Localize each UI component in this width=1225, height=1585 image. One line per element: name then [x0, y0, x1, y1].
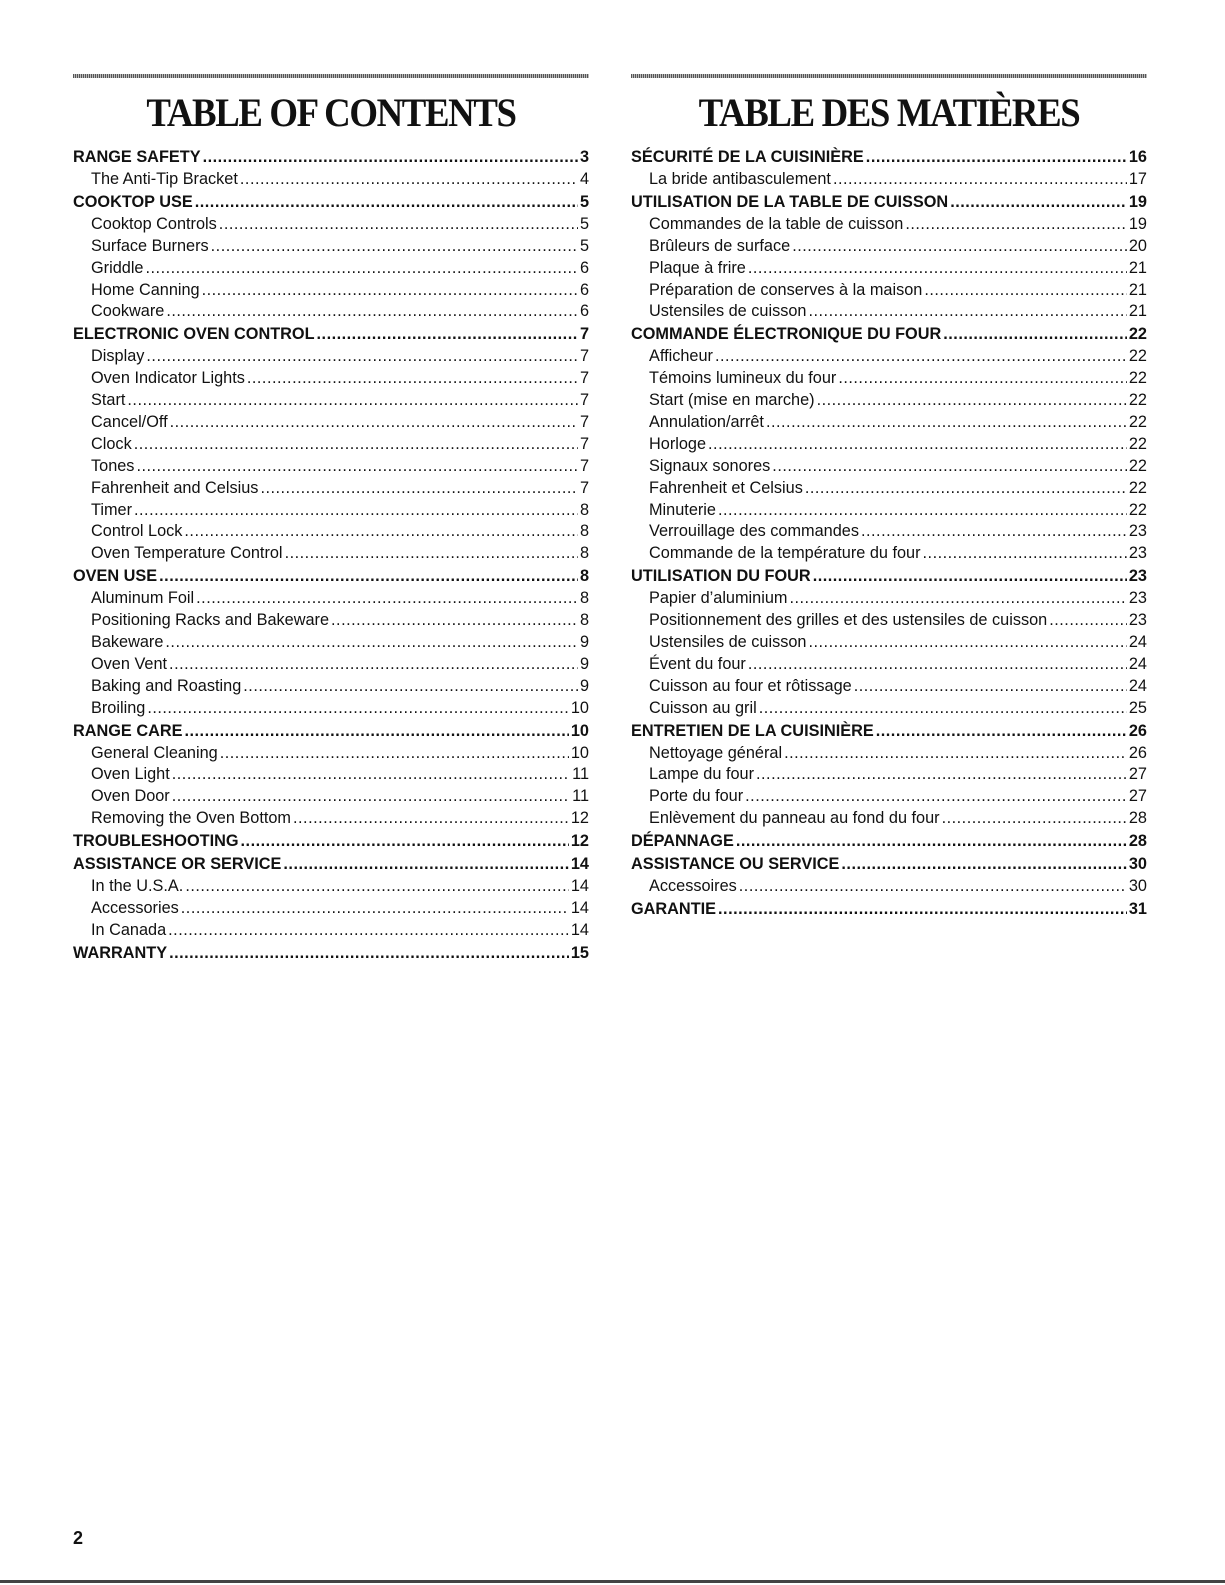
- toc-subsection-entry[interactable]: [73, 654, 589, 676]
- toc-entry-label: Oven Door: [91, 787, 170, 806]
- toc-subsection-entry[interactable]: [631, 412, 1147, 434]
- toc-subsection-entry[interactable]: [631, 301, 1147, 323]
- toc-subsection-entry[interactable]: [73, 169, 589, 191]
- toc-entry-page: 30: [1128, 877, 1147, 896]
- toc-entry-label: Cuisson au four et rôtissage: [649, 676, 852, 695]
- dot-leader: [772, 456, 1127, 478]
- toc-entry-label: Minuterie: [649, 500, 716, 519]
- toc-entry-label: TROUBLESHOOTING: [73, 832, 239, 851]
- toc-entry-page: 24: [1128, 654, 1147, 673]
- toc-section-entry[interactable]: [73, 191, 589, 214]
- toc-entry-page: 11: [572, 765, 589, 784]
- toc-subsection-entry[interactable]: [631, 434, 1147, 456]
- toc-entry-label: Annulation/arrêt: [649, 413, 764, 432]
- toc-entry-label: Display: [91, 347, 145, 366]
- toc-entry-label: Fahrenheit and Celsius: [91, 478, 259, 497]
- toc-entry-page: 14: [570, 920, 589, 939]
- toc-entry-label: ELECTRONIC OVEN CONTROL: [73, 325, 315, 344]
- toc-entry-page: 22: [1128, 500, 1147, 519]
- toc-entry-page: 22: [1128, 434, 1147, 453]
- toc-entry-label: Home Canning: [91, 280, 200, 299]
- toc-section-entry[interactable]: [73, 830, 589, 853]
- dot-leader: [1049, 610, 1127, 632]
- toc-entry-label: In the U.S.A.: [91, 877, 184, 896]
- toc-entry-label: COMMANDE ÉLECTRONIQUE DU FOUR: [631, 325, 942, 344]
- toc-entry-page: 10: [570, 698, 589, 717]
- toc-subsection-entry[interactable]: [73, 920, 589, 942]
- toc-entry-label: Control Lock: [91, 522, 183, 541]
- toc-entry-page: 7: [579, 391, 589, 410]
- toc-entry-page: 16: [1128, 148, 1147, 166]
- toc-subsection-entry[interactable]: [73, 258, 589, 280]
- dot-leader: [808, 632, 1126, 654]
- toc-entry-page: 24: [1128, 633, 1147, 652]
- toc-section-entry[interactable]: [631, 191, 1147, 214]
- dot-leader: [241, 830, 569, 853]
- toc-entry-page: 7: [579, 478, 589, 497]
- dot-leader: [950, 191, 1127, 214]
- toc-entry-label: Oven Vent: [91, 654, 168, 673]
- toc-entry-page: 7: [579, 413, 589, 432]
- toc-subsection-entry[interactable]: [73, 521, 589, 543]
- toc-entry-label: GARANTIE: [631, 900, 717, 919]
- dot-leader: [169, 942, 569, 965]
- toc-subsection-entry[interactable]: [73, 543, 589, 565]
- dot-leader: [923, 543, 1127, 565]
- toc-entry-label: Évent du four: [649, 654, 746, 673]
- dot-leader: [876, 720, 1127, 743]
- toc-entry-page: 15: [570, 943, 589, 962]
- toc-subsection-entry[interactable]: [73, 876, 589, 898]
- dot-leader: [813, 565, 1127, 588]
- toc-entry-page: 7: [579, 347, 589, 366]
- toc-subsection-entry[interactable]: [73, 478, 589, 500]
- toc-entry-page: 22: [1128, 347, 1147, 366]
- dot-leader: [159, 565, 578, 588]
- toc-subsection-entry[interactable]: [631, 543, 1147, 565]
- toc-subsection-entry[interactable]: [631, 236, 1147, 258]
- toc-subsection-entry[interactable]: [73, 236, 589, 258]
- toc-subsection-entry[interactable]: [73, 610, 589, 632]
- toc-entry-label: Positioning Racks and Bakeware: [91, 611, 330, 630]
- toc-entry-page: 23: [1128, 567, 1147, 586]
- toc-section-entry[interactable]: [631, 565, 1147, 588]
- toc-entry-page: 26: [1128, 721, 1147, 740]
- dot-leader: [203, 146, 578, 169]
- toc-entry-label: The Anti-Tip Bracket: [91, 170, 238, 188]
- toc-entry-label: Papier d’aluminium: [649, 589, 788, 608]
- toc-entry-label: Verrouillage des commandes: [649, 522, 859, 541]
- dot-leader: [736, 830, 1127, 853]
- dot-leader: [745, 786, 1127, 808]
- toc-entry-label: Commandes de la table de cuisson: [649, 214, 904, 233]
- dot-leader: [808, 301, 1126, 323]
- toc-section-entry[interactable]: [631, 853, 1147, 876]
- toc-section-entry[interactable]: [631, 898, 1147, 921]
- dot-leader: [817, 390, 1127, 412]
- dot-leader: [211, 236, 578, 258]
- dot-leader: [166, 301, 578, 323]
- toc-subsection-entry[interactable]: [631, 610, 1147, 632]
- toc-entry-page: 5: [579, 214, 589, 233]
- dot-leader: [247, 368, 578, 390]
- toc-entry-label: Porte du four: [649, 787, 744, 806]
- dot-leader: [905, 214, 1127, 236]
- toc-subsection-entry[interactable]: [631, 500, 1147, 522]
- toc-entry-label: Enlèvement du panneau au fond du four: [649, 809, 940, 828]
- toc-section-entry[interactable]: [631, 323, 1147, 346]
- toc-entry-label: DÉPANNAGE: [631, 832, 734, 851]
- toc-entry-page: 7: [579, 369, 589, 388]
- toc-entry-label: Clock: [91, 434, 132, 453]
- toc-subsection-entry[interactable]: [73, 698, 589, 720]
- dot-leader: [243, 676, 578, 698]
- toc-entry-label: Signaux sonores: [649, 456, 771, 475]
- dot-leader: [805, 478, 1127, 500]
- toc-entry-page: 14: [570, 899, 589, 918]
- toc-entry-label: Commande de la température du four: [649, 544, 921, 563]
- toc-section-entry[interactable]: [73, 323, 589, 346]
- toc-entry-label: Aluminum Foil: [91, 589, 195, 608]
- dot-leader: [146, 346, 578, 368]
- toc-entry-label: Broiling: [91, 698, 146, 717]
- toc-section-entry[interactable]: [73, 720, 589, 743]
- toc-subsection-entry[interactable]: [631, 169, 1147, 191]
- toc-entry-page: 8: [579, 567, 589, 586]
- toc-subsection-entry[interactable]: [73, 898, 589, 920]
- toc-subsection-entry[interactable]: [631, 478, 1147, 500]
- toc-subsection-entry[interactable]: [631, 521, 1147, 543]
- toc-entry-label: Griddle: [91, 258, 144, 277]
- toc-entry-page: 7: [579, 325, 589, 344]
- dot-leader: [202, 280, 578, 302]
- dot-leader: [317, 323, 578, 346]
- french-toc-title: TABLE DES MATIÈRES: [698, 90, 1080, 135]
- toc-subsection-entry[interactable]: [631, 808, 1147, 830]
- toc-subsection-entry[interactable]: [73, 456, 589, 478]
- dot-leader: [146, 258, 578, 280]
- toc-entry-page: 6: [579, 258, 589, 277]
- dot-leader: [293, 808, 569, 830]
- toc-subsection-entry[interactable]: [631, 390, 1147, 412]
- toc-entry-label: OVEN USE: [73, 567, 158, 586]
- dot-leader: [838, 368, 1127, 390]
- toc-subsection-entry[interactable]: [73, 301, 589, 323]
- toc-subsection-entry[interactable]: [73, 632, 589, 654]
- dot-leader: [184, 720, 568, 743]
- toc-entry-label: Positionnement des grilles et des ustensiles de cuisson: [649, 611, 1048, 630]
- toc-subsection-entry[interactable]: [73, 214, 589, 236]
- toc-entry-page: 25: [1128, 698, 1147, 717]
- dot-leader: [168, 920, 569, 942]
- toc-entry-page: 17: [1128, 170, 1147, 188]
- toc-entry-page: 27: [1128, 765, 1147, 784]
- toc-entry-label: ENTRETIEN DE LA CUISINIÈRE: [631, 721, 874, 740]
- toc-section-entry[interactable]: [631, 146, 1147, 169]
- toc-entry-page: 22: [1128, 391, 1147, 410]
- toc-entry-page: 30: [1128, 855, 1147, 874]
- toc-section-entry[interactable]: [631, 720, 1147, 743]
- toc-subsection-entry[interactable]: [631, 654, 1147, 676]
- toc-entry-label: Tones: [91, 456, 135, 475]
- dot-leader: [220, 743, 569, 765]
- toc-entry-label: Timer: [91, 500, 132, 519]
- toc-subsection-entry[interactable]: [73, 588, 589, 610]
- toc-entry-page: 23: [1128, 544, 1147, 563]
- dot-leader: [165, 632, 578, 654]
- dot-leader: [147, 698, 569, 720]
- dot-leader: [861, 521, 1127, 543]
- toc-section-entry[interactable]: [73, 146, 589, 169]
- toc-entry-page: 10: [570, 721, 589, 740]
- toc-entry-label: Fahrenheit et Celsius: [649, 478, 803, 497]
- toc-entry-page: 23: [1128, 522, 1147, 541]
- toc-subsection-entry[interactable]: [631, 346, 1147, 368]
- toc-entry-label: ASSISTANCE OU SERVICE: [631, 855, 840, 874]
- toc-entry-label: General Cleaning: [91, 743, 218, 762]
- toc-subsection-entry[interactable]: [73, 786, 589, 808]
- toc-entry-page: 7: [579, 434, 589, 453]
- toc-entry-page: 8: [579, 544, 589, 563]
- dot-leader: [792, 236, 1127, 258]
- toc-entry-label: Témoins lumineux du four: [649, 369, 837, 388]
- toc-entry-label: SÉCURITÉ DE LA CUISINIÈRE: [631, 148, 864, 166]
- toc-entry-page: 14: [570, 877, 589, 896]
- dot-leader: [184, 521, 578, 543]
- dot-leader: [134, 500, 578, 522]
- french-toc-list: [631, 146, 1147, 921]
- page-number: 2: [73, 1528, 84, 1548]
- toc-entry-page: 4: [579, 170, 589, 188]
- toc-subsection-entry[interactable]: [631, 588, 1147, 610]
- bottom-border: [0, 1580, 1225, 1583]
- toc-entry-page: 21: [1128, 302, 1147, 321]
- dot-leader: [134, 434, 578, 456]
- toc-entry-label: Oven Temperature Control: [91, 544, 283, 563]
- toc-entry-label: Accessoires: [649, 877, 737, 896]
- dot-leader: [766, 412, 1127, 434]
- toc-section-entry[interactable]: [73, 942, 589, 965]
- toc-entry-label: Removing the Oven Bottom: [91, 809, 291, 828]
- dot-leader: [185, 876, 569, 898]
- toc-entry-page: 9: [579, 654, 589, 673]
- toc-subsection-entry[interactable]: [631, 676, 1147, 698]
- toc-entry-label: Bakeware: [91, 633, 164, 652]
- toc-subsection-entry[interactable]: [73, 434, 589, 456]
- toc-subsection-entry[interactable]: [73, 280, 589, 302]
- toc-entry-page: 8: [579, 522, 589, 541]
- toc-subsection-entry[interactable]: [631, 280, 1147, 302]
- toc-entry-label: Préparation de conserves à la maison: [649, 280, 923, 299]
- toc-subsection-entry[interactable]: [631, 214, 1147, 236]
- dot-leader: [127, 390, 578, 412]
- toc-entry-page: 26: [1128, 743, 1147, 762]
- toc-subsection-entry[interactable]: [631, 786, 1147, 808]
- toc-entry-label: UTILISATION DU FOUR: [631, 567, 811, 586]
- english-toc-list: [73, 146, 589, 965]
- dot-leader: [181, 898, 569, 920]
- toc-entry-page: 27: [1128, 787, 1147, 806]
- toc-subsection-entry[interactable]: [73, 743, 589, 765]
- toc-entry-page: 28: [1128, 832, 1147, 851]
- dot-leader: [942, 808, 1127, 830]
- toc-entry-page: 12: [570, 832, 589, 851]
- dot-leader: [833, 169, 1127, 191]
- dot-leader: [718, 898, 1127, 921]
- dot-leader: [759, 698, 1127, 720]
- toc-entry-label: COOKTOP USE: [73, 192, 193, 211]
- toc-entry-page: 22: [1128, 325, 1147, 344]
- toc-subsection-entry[interactable]: [73, 764, 589, 786]
- toc-entry-page: 19: [1128, 192, 1147, 211]
- toc-entry-page: 3: [579, 148, 589, 166]
- toc-entry-label: Afficheur: [649, 347, 713, 366]
- dot-leader: [169, 654, 578, 676]
- toc-entry-label: In Canada: [91, 920, 167, 939]
- toc-entry-label: Cuisson au gril: [649, 698, 757, 717]
- toc-entry-label: RANGE CARE: [73, 721, 183, 740]
- toc-entry-page: 5: [579, 192, 589, 211]
- toc-entry-label: Cookware: [91, 302, 165, 321]
- toc-entry-page: 24: [1128, 676, 1147, 695]
- toc-entry-label: Nettoyage général: [649, 743, 783, 762]
- toc-entry-page: 12: [570, 809, 589, 828]
- toc-entry-page: 7: [579, 456, 589, 475]
- toc-entry-page: 10: [570, 743, 589, 762]
- toc-entry-page: 9: [579, 676, 589, 695]
- toc-entry-page: 6: [579, 280, 589, 299]
- dot-leader: [240, 169, 578, 191]
- toc-entry-label: La bride antibasculement: [649, 170, 831, 188]
- toc-entry-page: 8: [579, 611, 589, 630]
- dot-leader: [170, 412, 578, 434]
- dot-leader: [854, 676, 1127, 698]
- toc-entry-page: 5: [579, 236, 589, 255]
- toc-entry-label: Surface Burners: [91, 236, 209, 255]
- dot-leader: [866, 146, 1127, 169]
- toc-entry-page: 8: [579, 589, 589, 608]
- dot-leader: [172, 764, 570, 786]
- toc-entry-page: 31: [1128, 900, 1147, 919]
- dot-leader: [219, 214, 578, 236]
- toc-entry-page: 22: [1128, 456, 1147, 475]
- toc-entry-label: ASSISTANCE OR SERVICE: [73, 855, 282, 874]
- toc-subsection-entry[interactable]: [631, 456, 1147, 478]
- toc-entry-page: 21: [1128, 280, 1147, 299]
- toc-entry-label: Start: [91, 391, 126, 410]
- toc-entry-label: Plaque à frire: [649, 258, 746, 277]
- toc-entry-label: Oven Indicator Lights: [91, 369, 245, 388]
- toc-subsection-entry[interactable]: [73, 368, 589, 390]
- toc-subsection-entry[interactable]: [73, 412, 589, 434]
- toc-entry-page: 19: [1128, 214, 1147, 233]
- toc-entry-page: 22: [1128, 478, 1147, 497]
- toc-entry-page: 22: [1128, 413, 1147, 432]
- dot-leader: [283, 853, 568, 876]
- toc-subsection-entry[interactable]: [631, 876, 1147, 898]
- toc-entry-label: WARRANTY: [73, 943, 168, 962]
- toc-entry-label: Ustensiles de cuisson: [649, 633, 807, 652]
- toc-entry-page: 11: [572, 787, 589, 806]
- dot-leader: [784, 743, 1127, 765]
- toc-entry-page: 21: [1128, 258, 1147, 277]
- dot-leader: [285, 543, 578, 565]
- dot-leader: [924, 280, 1127, 302]
- toc-entry-label: Oven Light: [91, 765, 170, 784]
- english-toc-title: TABLE OF CONTENTS: [146, 90, 516, 135]
- toc-subsection-entry[interactable]: [73, 346, 589, 368]
- dot-leader: [195, 191, 578, 214]
- dot-leader: [260, 478, 578, 500]
- toc-subsection-entry[interactable]: [631, 632, 1147, 654]
- dot-leader: [789, 588, 1126, 610]
- toc-entry-page: 8: [579, 500, 589, 519]
- toc-section-entry[interactable]: [73, 853, 589, 876]
- dot-leader: [331, 610, 578, 632]
- dot-leader: [172, 786, 570, 808]
- dot-leader: [196, 588, 578, 610]
- toc-entry-label: Lampe du four: [649, 765, 754, 784]
- toc-subsection-entry[interactable]: [631, 743, 1147, 765]
- dot-leader: [756, 764, 1127, 786]
- toc-entry-label: Start (mise en marche): [649, 391, 815, 410]
- dot-leader: [715, 346, 1127, 368]
- dot-leader: [841, 853, 1126, 876]
- toc-entry-label: Brûleurs de surface: [649, 236, 791, 255]
- toc-entry-label: RANGE SAFETY: [73, 148, 201, 166]
- dot-leader: [739, 876, 1127, 898]
- toc-entry-page: 23: [1128, 589, 1147, 608]
- toc-subsection-entry[interactable]: [631, 698, 1147, 720]
- toc-entry-label: Cancel/Off: [91, 413, 168, 432]
- toc-entry-label: Baking and Roasting: [91, 676, 242, 695]
- toc-subsection-entry[interactable]: [631, 368, 1147, 390]
- toc-section-entry[interactable]: [73, 565, 589, 588]
- toc-subsection-entry[interactable]: [73, 808, 589, 830]
- toc-entry-page: 22: [1128, 369, 1147, 388]
- dot-leader: [748, 654, 1127, 676]
- french-toc-column: [631, 74, 1147, 921]
- toc-entry-label: UTILISATION DE LA TABLE DE CUISSON: [631, 192, 949, 211]
- toc-section-entry[interactable]: [631, 830, 1147, 853]
- top-rule: [73, 74, 589, 78]
- dot-leader: [943, 323, 1127, 346]
- toc-entry-page: 23: [1128, 611, 1147, 630]
- toc-entry-page: 6: [579, 302, 589, 321]
- toc-entry-label: Accessories: [91, 899, 179, 918]
- dot-leader: [748, 258, 1127, 280]
- dot-leader: [136, 456, 577, 478]
- toc-entry-page: 9: [579, 633, 589, 652]
- toc-entry-label: Ustensiles de cuisson: [649, 302, 807, 321]
- toc-subsection-entry[interactable]: [73, 500, 589, 522]
- toc-subsection-entry[interactable]: [631, 258, 1147, 280]
- toc-entry-page: 20: [1128, 236, 1147, 255]
- toc-subsection-entry[interactable]: [73, 390, 589, 412]
- top-rule: [631, 74, 1147, 78]
- toc-entry-page: 28: [1128, 809, 1147, 828]
- toc-subsection-entry[interactable]: [631, 764, 1147, 786]
- toc-entry-label: Horloge: [649, 434, 707, 453]
- toc-subsection-entry[interactable]: [73, 676, 589, 698]
- dot-leader: [708, 434, 1127, 456]
- toc-entry-page: 14: [570, 855, 589, 874]
- english-toc-column: [73, 74, 589, 965]
- toc-entry-label: Cooktop Controls: [91, 214, 217, 233]
- dot-leader: [718, 500, 1127, 522]
